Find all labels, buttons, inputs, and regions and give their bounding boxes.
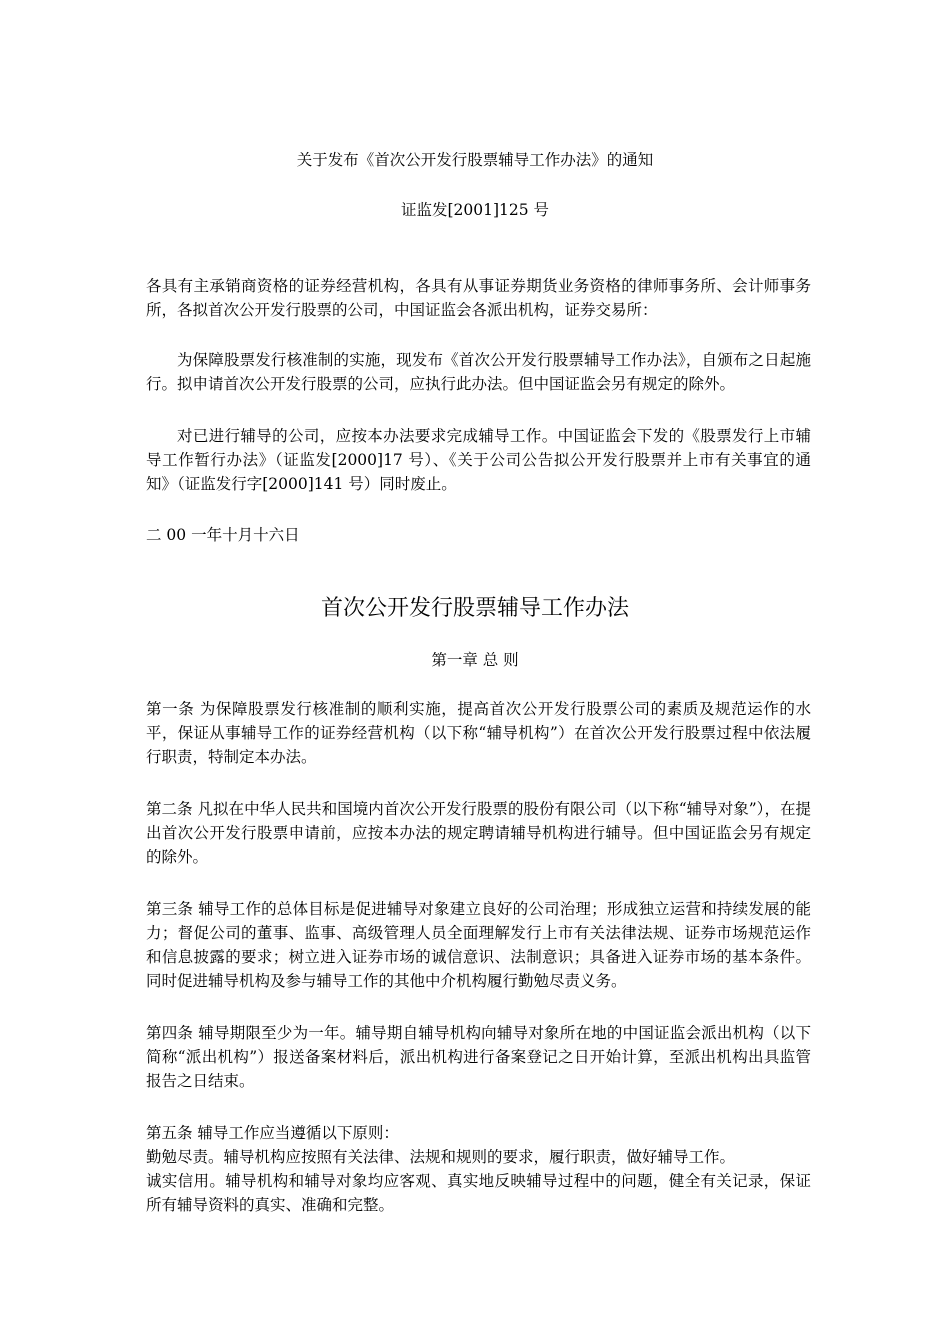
notice-addressees: 各具有主承销商资格的证券经营机构，各具有从事证券期货业务资格的律师事务所、会计师事务所，各拟首次公开发行股票的公司，中国证监会各派出机构，证券交易所： bbox=[146, 277, 811, 319]
notice-date: 二 00 一年十月十六日 bbox=[146, 526, 300, 544]
notice-paragraph-1: 为保障股票发行核准制的实施，现发布《首次公开发行股票辅导工作办法》，自颁布之日起施行。拟申请首次公开发行股票的公司，应执行此办法。但中国证监会另有规定的除外。 bbox=[146, 351, 811, 393]
article-1: 第一条 为保障股票发行核准制的顺利实施，提高首次公开发行股票公司的素质及规范运作的水平，保证从事辅导工作的证券经营机构（以下称“辅导机构”）在首次公开发行股票过程中依法履行职责，特制定本办法。 bbox=[146, 700, 811, 766]
regulation-title: 首次公开发行股票辅导工作办法 bbox=[320, 596, 629, 621]
chapter-heading: 第一章 总 则 bbox=[431, 651, 519, 669]
notice-paragraph-2: 对已进行辅导的公司，应按本办法要求完成辅导工作。中国证监会下发的《股票发行上市辅导工作暂行办法》（证监发[2000]17 号）、《关于公司公告拟公开发行股票并上市有关事宜的通知》（证监发行字[2000]141 号）同时废止。 bbox=[146, 427, 811, 493]
article-4: 第四条 辅导期限至少为一年。辅导期自辅导机构向辅导对象所在地的中国证监会派出机构（以下简称“派出机构”）报送备案材料后，派出机构进行备案登记之日开始计算，至派出机构出具监管报告之日结束。 bbox=[146, 1024, 811, 1090]
article-5-intro: 第五条 辅导工作应当遵循以下原则： bbox=[146, 1124, 399, 1142]
article-5-item-1: 勤勉尽责。辅导机构应按照有关法律、法规和规则的要求，履行职责，做好辅导工作。 bbox=[146, 1148, 736, 1166]
article-5-item-2: 诚实信用。辅导机构和辅导对象均应客观、真实地反映辅导过程中的问题，健全有关记录，保证所有辅导资料的真实、准确和完整。 bbox=[146, 1172, 811, 1214]
notice-title: 关于发布《首次公开发行股票辅导工作办法》的通知 bbox=[296, 151, 654, 169]
article-2: 第二条 凡拟在中华人民共和国境内首次公开发行股票的股份有限公司（以下称“辅导对象”），在提出首次公开发行股票申请前，应按本办法的规定聘请辅导机构进行辅导。但中国证监会另有规定的除外。 bbox=[146, 800, 811, 866]
document-number: 证监发[2001]125 号 bbox=[400, 201, 550, 219]
article-3: 第三条 辅导工作的总体目标是促进辅导对象建立良好的公司治理；形成独立运营和持续发展的能力；督促公司的董事、监事、高级管理人员全面理解发行上市有关法律法规、证券市场规范运作和信息披露的要求；树立进入证券市场的诚信意识、法制意识；具备进入证券市场的基本条件。同时促进辅导机构及参与辅导工作的其他中介机构履行勤勉尽责义务。 bbox=[146, 900, 811, 990]
